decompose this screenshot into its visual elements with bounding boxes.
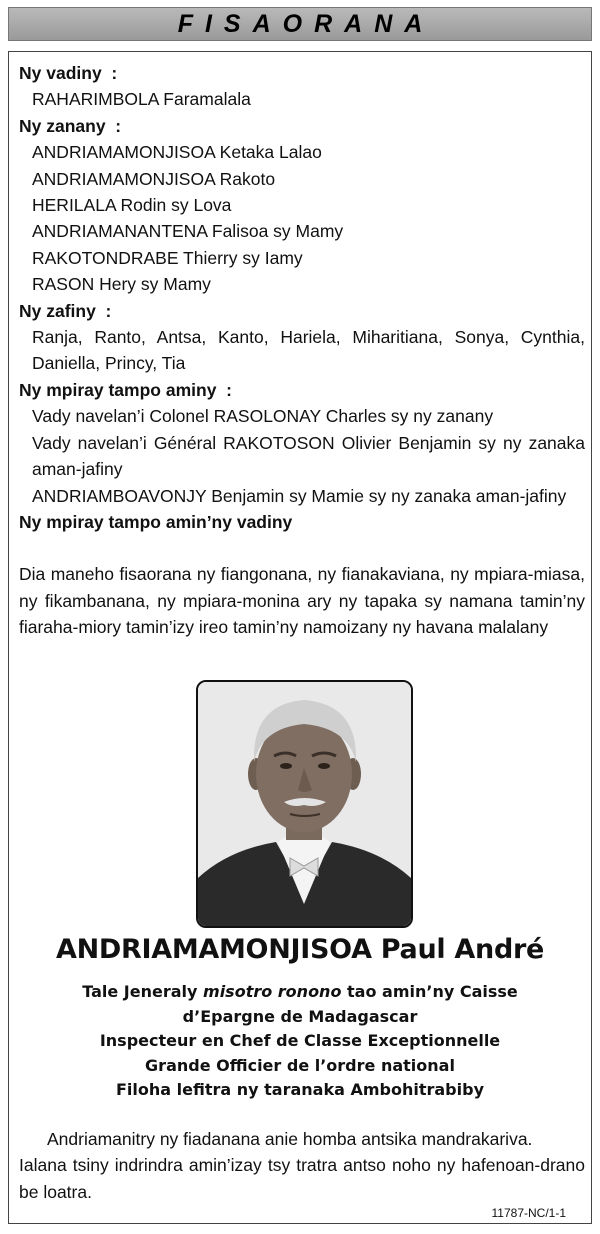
child-item: ANDRIAMAMONJISOA Rakoto	[32, 168, 276, 189]
family-list: Ny vadiny : RAHARIMBOLA Faramalala Ny zanany : ANDRIAMAMONJISOA Ketaka Lalao ANDRIAMAMONJISOA Rakoto HERILALA Rodin sy Lova ANDRIAMANANTENA Falisoa sy Mamy RAKOTONDRABE Thierry sy Iamy RASON Hery sy Mamy Ny zafiny : Ranja, Ranto, Antsa, Kanto, Hariela, Miharitiana, Sonya, Cynthia, Daniella, Princy, Tia Ny mpiray tampo aminy : Vady navelan’i Colonel RASOLONAY Charles sy ny zanany Vady navelan’i Général RAKOTOSON Olivier Benjamin sy ny zanaka aman-jafiny ANDRIAMBOAVONJY Benjamin sy Mamie sy ny zanaka aman-jafiny Ny mpiray tampo amin’ny vadiny Dia maneho fisaorana ny fiangonana, ny fianakaviana, ny mpiara-miasa, ny fikambanana, ny mpiara-monina ary ny tapaka sy namana tamin’ny fiaraha-miory tamin’izy ireo tamin’ny namoizany ny havana malalany	[19, 60, 585, 641]
sibling-item: Vady navelan’i Colonel RASOLONAY Charles sy ny zanany	[32, 406, 494, 427]
child-item: ANDRIAMAMONJISOA Ketaka Lalao	[32, 142, 322, 163]
portrait-illustration	[198, 682, 411, 926]
sibling-item: ANDRIAMBOAVONJY Benjamin sy Mamie sy ny zanaka aman-jafiny	[32, 485, 567, 506]
child-item: HERILALA Rodin sy Lova	[32, 195, 232, 216]
portrait-photo	[196, 680, 413, 928]
title-line-2: Inspecteur en Chef de Classe Exceptionnelle	[99, 1031, 501, 1050]
deceased-titles	[60, 980, 540, 1103]
child-item: ANDRIAMANANTENA Falisoa sy Mamy	[32, 221, 344, 242]
child-item: RAKOTONDRABE Thierry sy Iamy	[32, 247, 303, 268]
deceased-name: ANDRIAMAMONJISOA Paul André	[55, 934, 544, 965]
siblings-label: Ny mpiray tampo aminy	[19, 379, 217, 400]
closing-line-1: Andriamanitry ny fiadanana anie homba antsika mandrakariva.	[47, 1129, 533, 1149]
wife-name: RAHARIMBOLA Faramalala	[32, 89, 251, 110]
wife-label: Ny vadiny	[19, 63, 102, 83]
title-line-1: Tale Jeneraly misotro ronono tao amin’ny Caisse d’Epargne de Madagascar	[82, 982, 518, 1026]
header-title: FISAORANA	[177, 9, 435, 38]
wife-siblings-label: Ny mpiray tampo amin’ny vadiny	[19, 511, 293, 532]
grandchildren-label: Ny zafiny	[19, 300, 96, 321]
title-line-4: Filoha lefitra ny taranaka Ambohitrabiby	[116, 1080, 484, 1099]
child-item: RASON Hery sy Mamy	[32, 274, 211, 295]
title-line-3: Grande Officier de l’ordre national	[145, 1055, 455, 1075]
header-banner	[8, 7, 592, 41]
closing-text	[19, 1126, 585, 1205]
children-label: Ny zanany	[19, 115, 106, 136]
grandchildren-list: Ranja, Ranto, Antsa, Kanto, Hariela, Miharitiana, Sonya, Cynthia, Daniella, Princy, Tia	[32, 327, 585, 374]
closing-line-2: Ialana tsiny indrindra amin’izay tsy tratra antso noho ny hafenoan-drano be loatra.	[19, 1155, 585, 1202]
reference-code: 11787-NC/1-1	[491, 1206, 566, 1220]
thanks-paragraph: Dia maneho fisaorana ny fiangonana, ny fianakaviana, ny mpiara-miasa, ny fikambanana, ny mpiara-monina ary ny tapaka sy namana tamin’ny fiaraha-miory tamin’izy ireo tamin’ny namoizany ny havana malalany	[19, 564, 585, 638]
sibling-item: Vady navelan’i Général RAKOTOSON Olivier Benjamin sy ny zanaka aman-jafiny	[32, 432, 585, 480]
